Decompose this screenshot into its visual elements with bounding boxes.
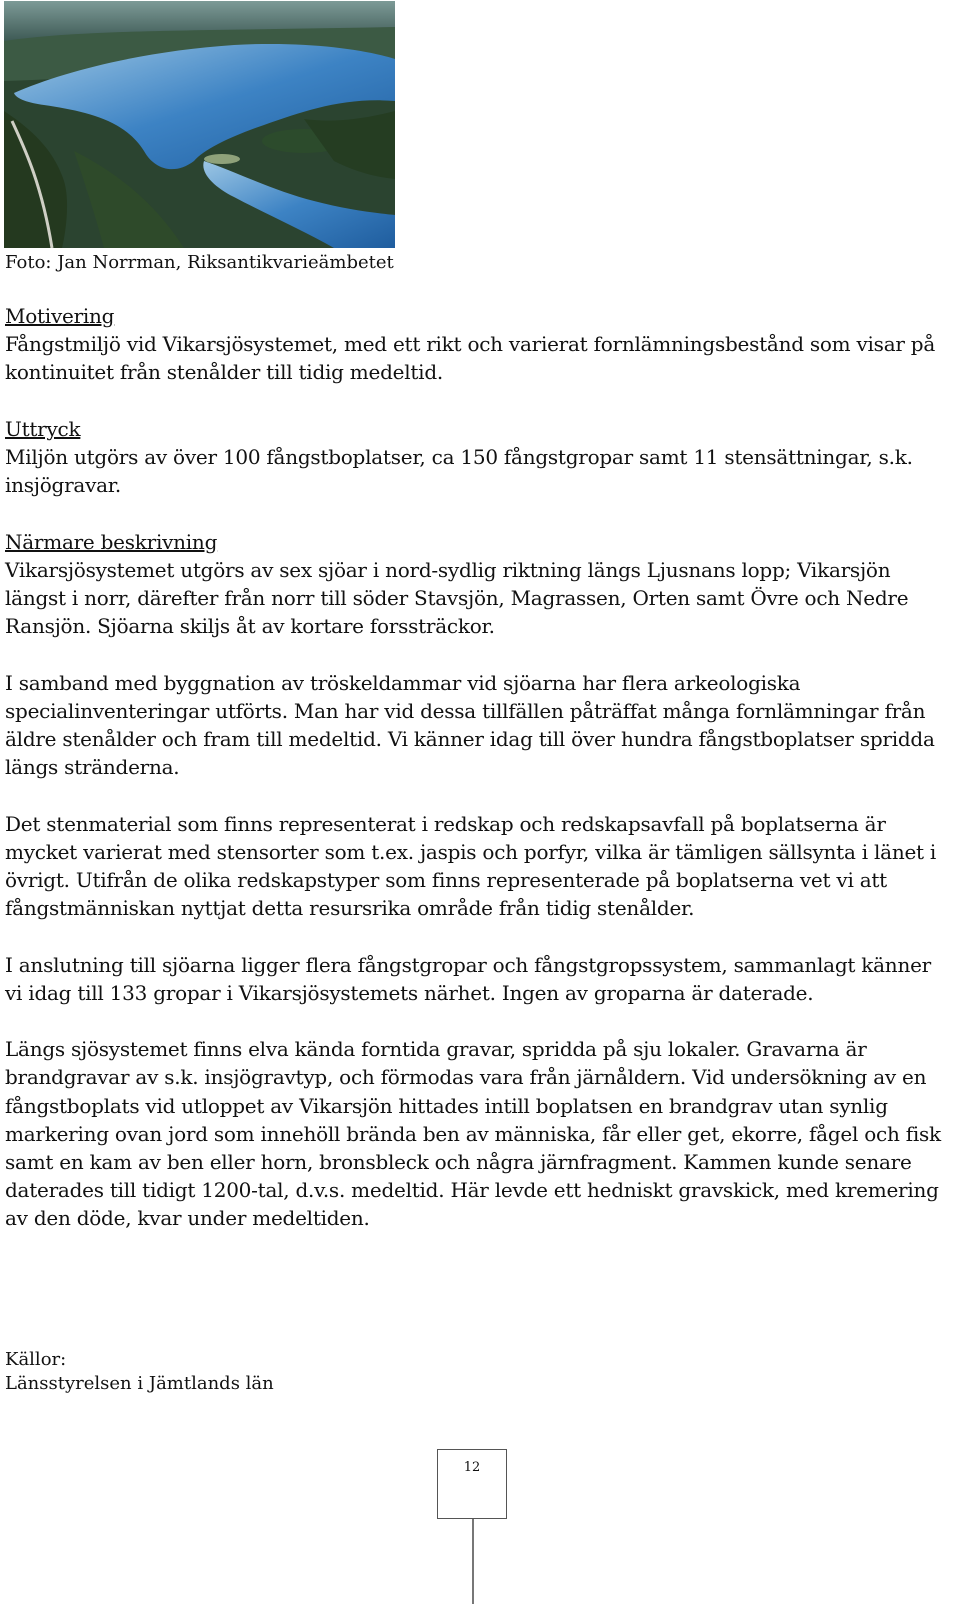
lake-aerial-photo <box>4 1 395 248</box>
paragraph-text: Vikarsjösystemet utgörs av sex sjöar i nord-sydlig riktning längs Ljusnans lopp; Vikarsjön längst i norr, därefter från norr till söder Stavsjön, Magrassen, Orten samt Övre och Nedre Ransjön. Sjöarna skiljs åt av kortare forssträckor. <box>5 557 909 639</box>
paragraph-text: I anslutning till sjöarna ligger flera fångstgropar och fångstgropssystem, sammanlagt känner vi idag till 133 gropar i Vikarsjösystemets närhet. Ingen av groparna är daterade. <box>5 952 931 1005</box>
paragraph-text: Det stenmaterial som finns representerat i redskap och redskapsavfall på boplatserna är mycket varierat med stensorter som t.ex. jaspis och porfyr, vilka är tämligen sällsynta i länet i övrigt. Utifrån de olika redskapstyper som finns representerade på boplatserna vet vi att fångstmänniskan nyttjat detta resursrika område från tidig stenålder. <box>5 811 937 921</box>
section-beskrivning <box>5 528 950 641</box>
page-divider-line <box>472 1519 474 1604</box>
sources-block <box>5 1348 274 1396</box>
text-uttryck: Miljön utgörs av över 100 fångstboplatser, ca 150 fångstgropar samt 11 stensättningar, s.k. insjögravar. <box>5 445 913 498</box>
section-uttryck <box>5 415 950 500</box>
sources-text: Länsstyrelsen i Jämtlands län <box>5 1373 274 1394</box>
paragraph-text: I samband med byggnation av tröskeldammar vid sjöarna har flera arkeologiska specialinventeringar utförts. Man har vid dessa tillfällen påträffat många fornlämningar från äldre stenålder och fram till medeltid. Vi känner idag till över hundra fångstboplatser spridda längs stränderna. <box>5 670 935 780</box>
paragraph-text: Längs sjösystemet finns elva kända forntida gravar, spridda på sju lokaler. Gravarna är brandgravar av s.k. insjögravtyp, och förmodas vara från järnåldern. Vid undersökning av en fångstboplats vid utloppet av Vikarsjön hittades intill boplatsen en brandgrav utan synlig markering ovan jord som innehöll brända ben av människa, får eller get, ekorre, fågel och fisk samt en kam av ben eller horn, bronsbleck och några järnfragment. Kammen kunde senare daterades till tidigt 1200-tal, d.v.s. medeltid. Här levde ett hedniskt gravskick, med kremering av den döde, kvar under medeltiden. <box>5 1037 941 1231</box>
lake-landscape-illustration <box>4 1 395 248</box>
text-motivering: Fångstmiljö vid Vikarsjösystemet, med ett rikt och varierat fornlämningsbestånd som visar på kontinuitet från stenålder till tidig medeltid. <box>5 332 936 385</box>
section-motivering <box>5 302 950 387</box>
heading-motivering: Motivering <box>5 304 115 328</box>
article-body <box>5 302 950 1261</box>
photo-caption: Foto: Jan Norrman, Riksantikvarieämbetet <box>5 252 394 273</box>
page-number-box <box>437 1449 507 1519</box>
heading-beskrivning: Närmare beskrivning <box>5 529 218 554</box>
sources-label: Källor: <box>5 1349 67 1370</box>
page-number: 12 <box>463 1460 481 1475</box>
heading-uttryck: Uttryck <box>5 416 81 441</box>
